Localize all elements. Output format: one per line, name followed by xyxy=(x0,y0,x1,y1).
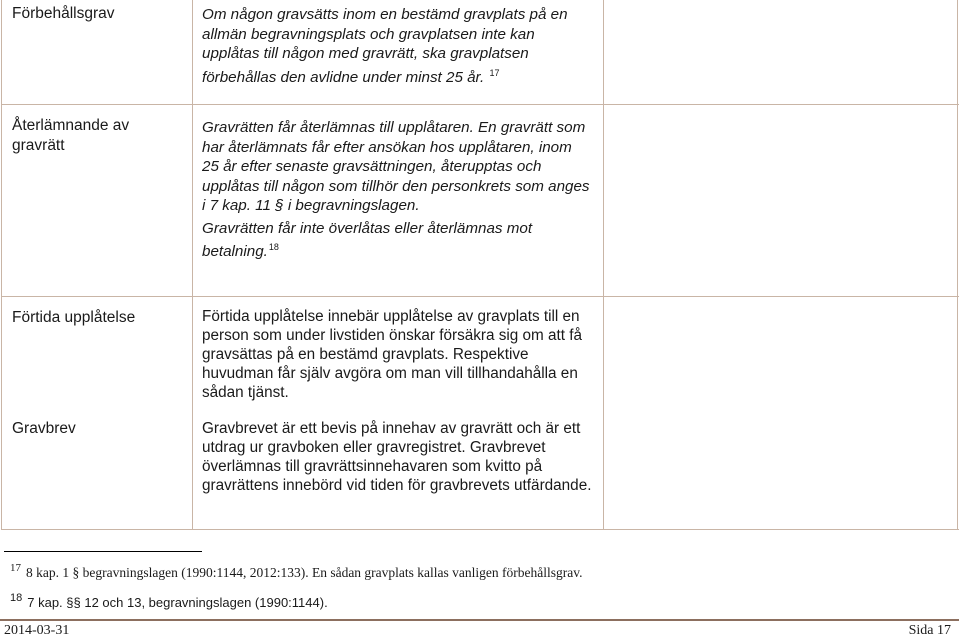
definition-aterlamnande xyxy=(202,118,592,262)
definition-gravbrev xyxy=(202,419,592,495)
row-divider-1 xyxy=(1,104,959,105)
definition-text: Gravbrevet är ett bevis på innehav av gravrätt och är ett utdrag ur gravboken eller gravregistret. Gravbrevet överlämnas till gravrättsinnehavaren som kvitto på gravrättens innebörd vid tiden för gravbrevets utfärdande. xyxy=(202,420,592,494)
footnote-number: 17 xyxy=(10,562,21,574)
term-gravbrev: Gravbrev xyxy=(12,420,76,437)
column-divider-2 xyxy=(603,0,604,530)
term-aterlamnande-av-gravratt: Återlämnande av gravrätt xyxy=(12,117,130,154)
page-number: Sida 17 xyxy=(908,623,951,638)
definition-text: Gravrätten får återlämnas till upplåtaren. En gravrätt som har återlämnats får efter ansökan hos upplåtaren, inom 25 år efter senaste gravsättningen, återupptas och upplåtas till någon som tillhör den personkrets som anges i 7 kap. 11 § i begravningslagen. xyxy=(202,119,590,214)
column-divider-1 xyxy=(192,0,193,530)
definition-forbehallsgrav xyxy=(202,5,592,87)
footnote-text: 7 kap. §§ 12 och 13, begravningslagen (1990:1144). xyxy=(27,595,328,610)
footer-rule xyxy=(0,619,959,621)
footnote-ref-17[interactable]: 17 xyxy=(489,67,500,78)
footnote-17 xyxy=(10,560,583,581)
footnote-text: 8 kap. 1 § begravningslagen (1990:1144, 2012:133). En sådan gravplats kallas vanligen förbehållsgrav. xyxy=(26,565,583,580)
term-fortida-upplatelse: Förtida upplåtelse xyxy=(12,309,136,326)
table-border-left xyxy=(1,0,2,530)
definition-fortida-upplatelse xyxy=(202,307,592,402)
footnote-number: 18 xyxy=(10,592,23,604)
row-divider-2 xyxy=(1,296,959,297)
footnote-ref-18[interactable]: 18 xyxy=(268,242,279,252)
footer-date: 2014-03-31 xyxy=(4,623,70,638)
term-forbehallsgrav: Förbehållsgrav xyxy=(12,5,115,22)
table-border-right xyxy=(957,0,958,530)
footnote-separator xyxy=(4,551,202,552)
definition-text: Gravrätten får inte överlåtas eller återlämnas mot betalning. xyxy=(202,219,533,260)
table-border-bottom xyxy=(1,529,959,530)
footnote-18 xyxy=(10,590,328,611)
definition-text: Förtida upplåtelse innebär upplåtelse av gravplats till en person som under livstiden önskar försäkra sig om att få gravsättas på en bestämd gravplats. Respektive huvudman får själv avgöra om man vill tillhandahålla en sådan tjänst. xyxy=(202,308,583,401)
definition-text: Om någon gravsätts inom en bestämd gravplats på en allmän begravningsplats och gravplatsen inte kan upplåtas till någon med gravrätt, ska gravplatsen förbehållas den avlidne under minst 25 år. xyxy=(202,6,568,86)
